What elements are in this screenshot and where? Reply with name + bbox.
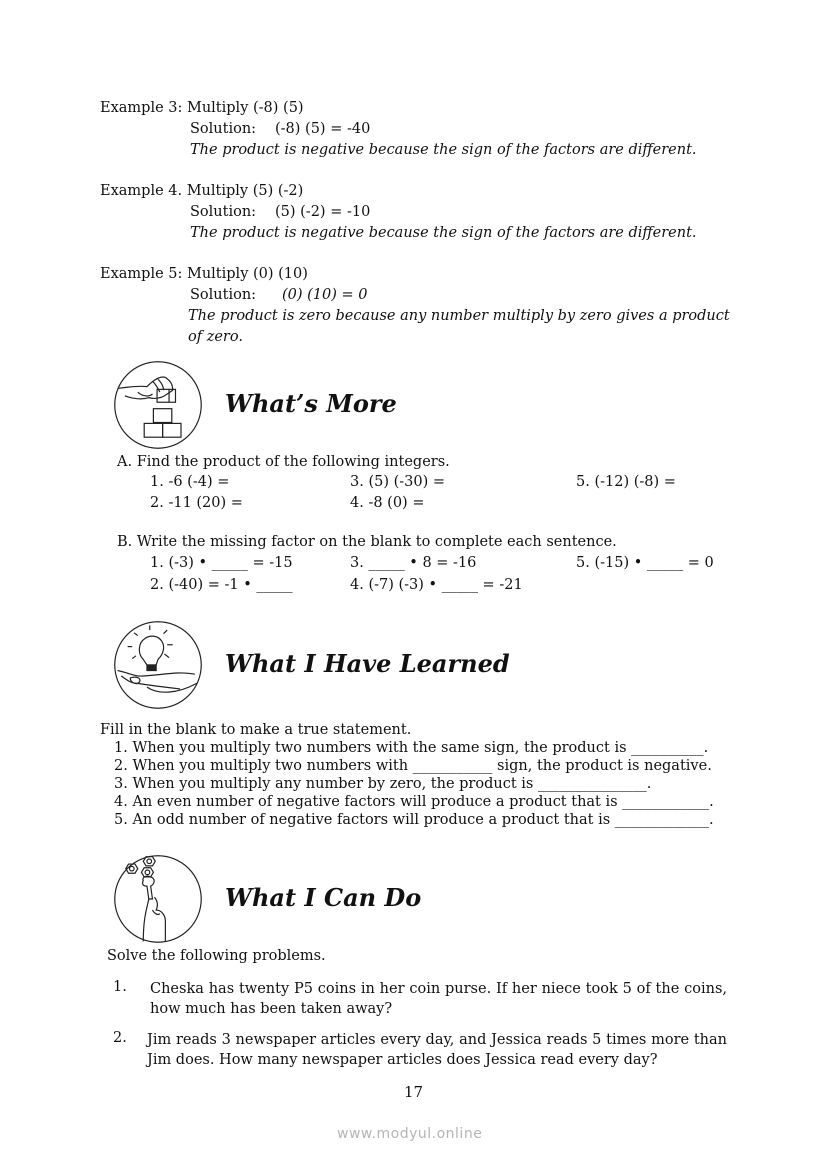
section-heading-what-i-have-learned: What I Have Learned xyxy=(225,649,510,678)
example-5-solution: (0) (10) = 0 xyxy=(282,287,368,303)
part-b-item-1: 1. (-3) • _____ = -15 xyxy=(150,555,293,571)
problem-2-number: 2. xyxy=(113,1030,127,1046)
example-3-title: Example 3: Multiply (-8) (5) xyxy=(100,100,304,116)
example-4-solution-label: Solution: xyxy=(190,204,257,220)
example-3-solution-label: Solution: xyxy=(190,121,257,137)
can-do-instruction: Solve the following problems. xyxy=(107,948,326,964)
problem-1-text: Cheska has twenty P5 coins in her coin purse. If her niece took 5 of the coins, how much has been taken away? xyxy=(150,981,727,1017)
footer-watermark: www.modyul.online xyxy=(337,1126,483,1142)
part-a-instruction: A. Find the product of the following integers. xyxy=(117,454,450,470)
part-a-item-1: 1. -6 (-4) = xyxy=(150,474,230,490)
section-heading-whats-more: What’s More xyxy=(225,389,397,418)
learned-item-3: 3. When you multiply any number by zero, the product is _______________. xyxy=(114,776,652,792)
part-b-item-3: 3. _____ • 8 = -16 xyxy=(350,555,477,571)
part-b-item-5: 5. (-15) • _____ = 0 xyxy=(576,555,714,571)
part-a-item-2: 2. -11 (20) = xyxy=(150,495,243,511)
part-a-item-3: 3. (5) (-30) = xyxy=(350,474,446,490)
problem-2-text: Jim reads 3 newspaper articles every day, and Jessica reads 5 times more than Jim does. How many newspaper articles does Jessica read every day? xyxy=(147,1032,727,1068)
example-4-solution: (5) (-2) = -10 xyxy=(275,204,371,220)
example-5-explanation-line-2: of zero. xyxy=(188,329,243,345)
part-b-item-2: 2. (-40) = -1 • _____ xyxy=(150,577,293,593)
part-b-instruction: B. Write the missing factor on the blank to complete each sentence. xyxy=(117,534,617,550)
part-b-item-4: 4. (-7) (-3) • _____ = -21 xyxy=(350,577,523,593)
hand-with-wrench-icon xyxy=(112,853,204,945)
learned-item-1: 1. When you multiply two numbers with the same sign, the product is __________. xyxy=(114,740,709,756)
learned-item-5: 5. An odd number of negative factors will produce a product that is _____________. xyxy=(114,812,714,828)
example-3-solution: (-8) (5) = -40 xyxy=(275,121,371,137)
problem-1-number: 1. xyxy=(113,979,127,995)
hand-stacking-blocks-icon xyxy=(112,359,204,451)
learned-item-2: 2. When you multiply two numbers with ___________ sign, the product is negative. xyxy=(114,758,712,774)
example-4-title: Example 4. Multiply (5) (-2) xyxy=(100,183,304,199)
learned-instruction: Fill in the blank to make a true statement. xyxy=(100,722,412,738)
learned-item-4: 4. An even number of negative factors will produce a product that is ____________. xyxy=(114,794,714,810)
example-5-solution-label: Solution: xyxy=(190,287,257,303)
example-5-title: Example 5: Multiply (0) (10) xyxy=(100,266,308,282)
example-4-explanation: The product is negative because the sign of the factors are different. xyxy=(190,225,697,241)
page-number: 17 xyxy=(404,1083,424,1101)
lightbulb-in-hand-icon xyxy=(112,619,204,711)
part-a-item-5: 5. (-12) (-8) = xyxy=(576,474,676,490)
section-heading-what-i-can-do: What I Can Do xyxy=(225,883,422,912)
example-5-explanation-line-1: The product is zero because any number multiply by zero gives a product xyxy=(188,308,730,324)
part-a-item-4: 4. -8 (0) = xyxy=(350,495,425,511)
example-3-explanation: The product is negative because the sign of the factors are different. xyxy=(190,142,697,158)
